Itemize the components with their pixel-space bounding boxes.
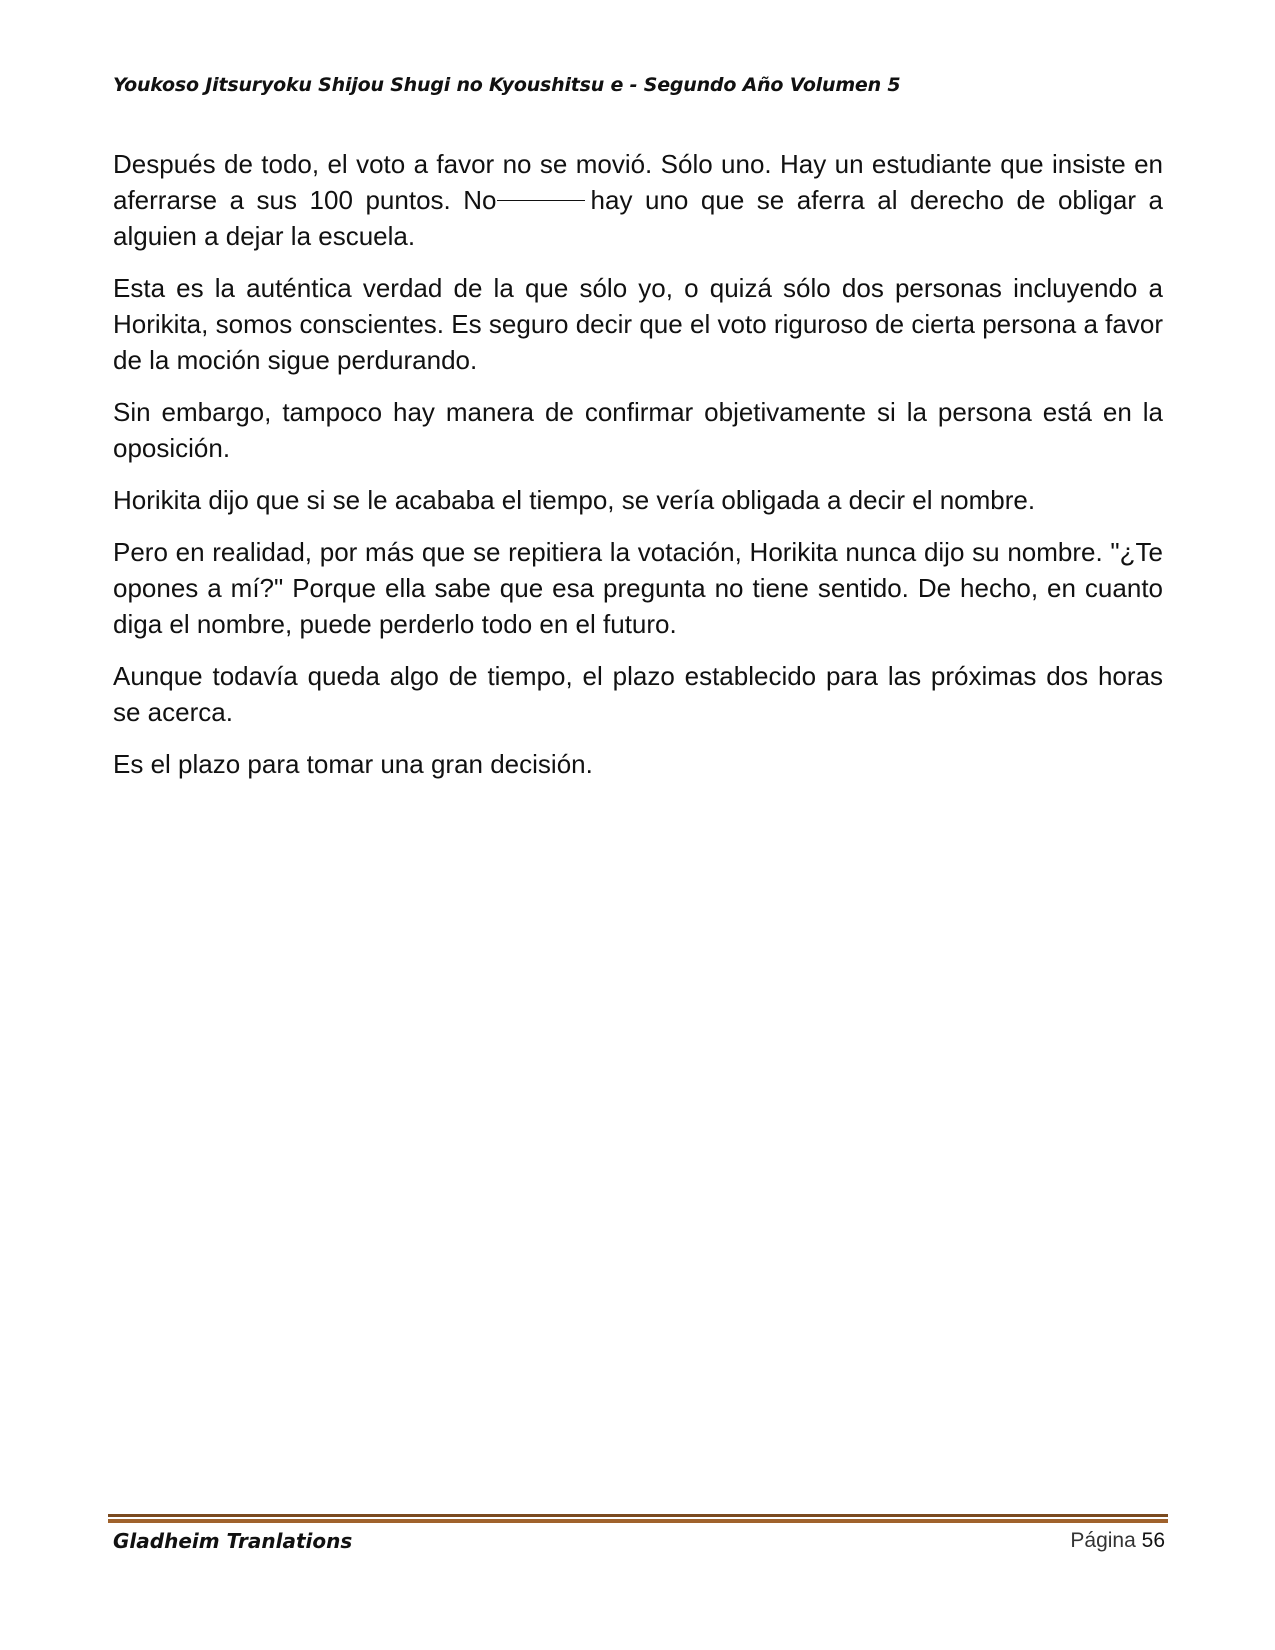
paragraph-7: Es el plazo para tomar una gran decisión. (113, 749, 593, 779)
paragraph-6: Aunque todavía queda algo de tiempo, el plazo establecido para las próximas dos horas se acerca. (113, 661, 1163, 727)
paragraph-1 (113, 146, 1163, 254)
paragraph-5: Pero en realidad, por más que se repitiera la votación, Horikita nunca dijo su nombre. "¿Te opones a mí?" Porque ella sabe que esa pregunta no tiene sentido. De hecho, en cuanto diga el nombre, puede perderlo todo en el futuro. (113, 537, 1163, 639)
paragraph-4: Horikita dijo que si se le acababa el tiempo, se vería obligada a decir el nombre. (113, 485, 1036, 515)
paragraph-1-part-a: Después de todo, el voto a favor no se movió. Sólo uno. Hay un estudiante que insiste en aferrarse a sus 100 puntos. No (113, 149, 1163, 215)
footer-page-indicator (1070, 1529, 1165, 1553)
footer-divider-light-line (108, 1519, 1168, 1523)
paragraph-2: Esta es la auténtica verdad de la que sólo yo, o quizá sólo dos personas incluyendo a Horikita, somos conscientes. Es seguro decir que el voto riguroso de cierta persona a favor de la moción sigue perdurando. (113, 273, 1163, 375)
footer-divider-dark-line (108, 1514, 1168, 1517)
running-header-title: Youkoso Jitsuryoku Shijou Shugi no Kyoushitsu e - Segundo Año Volumen 5 (113, 74, 901, 96)
footer-divider (108, 1514, 1168, 1524)
document-body (113, 146, 1163, 798)
page-number: 56 (1141, 1529, 1165, 1552)
em-dash-rule (497, 200, 585, 201)
footer-publisher: Gladheim Tranlations (113, 1529, 353, 1553)
paragraph-3: Sin embargo, tampoco hay manera de confirmar objetivamente si la persona está en la oposición. (113, 397, 1163, 463)
page-label: Página (1070, 1529, 1136, 1552)
paragraph-1-part-b: hay uno que se aferra al derecho de obligar a alguien a dejar la escuela. (113, 185, 1164, 251)
